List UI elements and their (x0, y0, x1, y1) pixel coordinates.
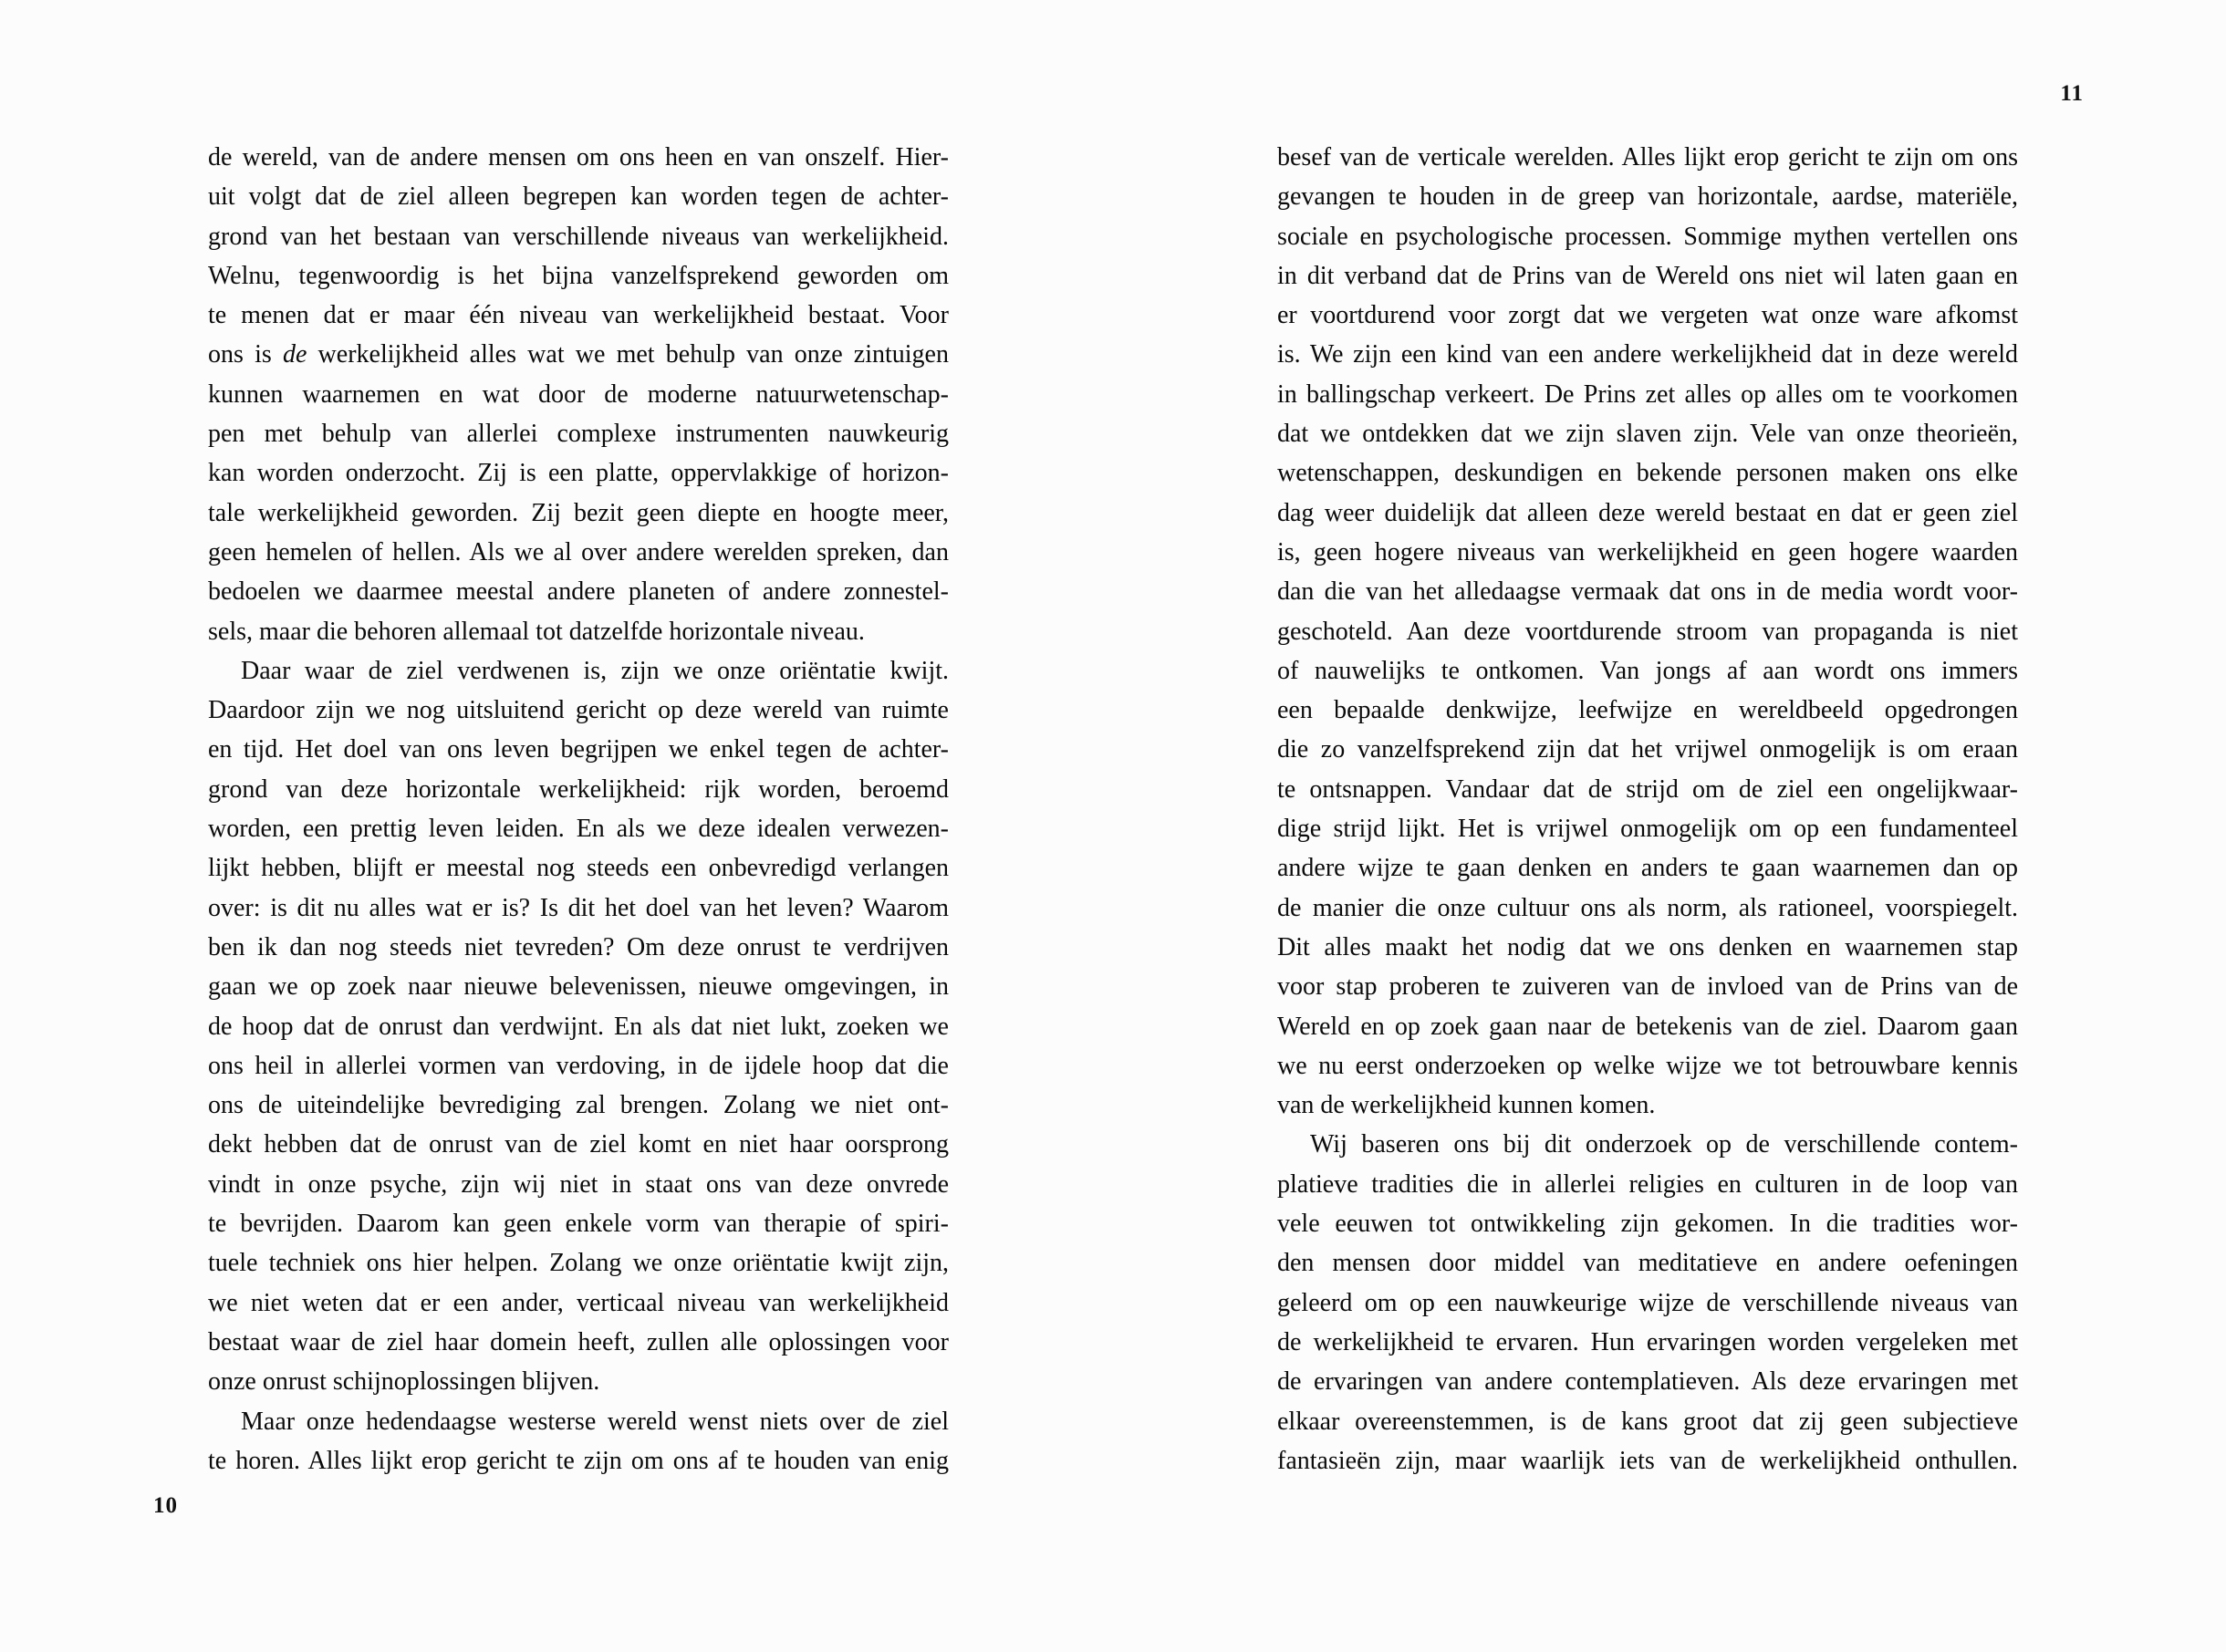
text-line: geen hemelen of hellen. Als we al over andere werelden spreken, dan (208, 537, 949, 566)
text-line: te bevrijden. Daarom kan geen enkele vorm van therapie of spiri- (208, 1210, 949, 1239)
text-line: is. We zijn een kind van een andere werkelijkheid dat in deze wereld (1277, 340, 2018, 369)
text-line: besef van de verticale werelden. Alles lijkt erop gericht te zijn om ons (1277, 143, 2018, 171)
text-line: ons is de werkelijkheid alles wat we met behulp van onze zintuigen (208, 340, 949, 369)
text-line: sels, maar die behoren allemaal tot datzelfde horizontale niveau. (208, 617, 865, 646)
text-line: Dit alles maakt het nodig dat we ons denken en waarnemen stap (1277, 932, 2018, 961)
page-number-left: 10 (153, 1493, 178, 1518)
text-line: over: is dit nu alles wat er is? Is dit het doel van het leven? Waarom (208, 893, 949, 922)
text-line: platieve tradities die in allerlei religies en culturen in de loop van (1277, 1169, 2018, 1199)
text-line: van de werkelijkheid kunnen komen. (1277, 1091, 1656, 1120)
text-line: Daardoor zijn we nog uitsluitend gericht op deze wereld van ruimte (208, 696, 949, 725)
right-page-text (1277, 138, 2018, 1481)
text-line: kunnen waarnemen en wat door de moderne natuurwetenschap- (208, 379, 949, 409)
page-number-right: 11 (2060, 81, 2084, 106)
text-line: dag weer duidelijk dat alleen deze wereld bestaat en dat er geen ziel (1277, 498, 2018, 527)
text-line: vele eeuwen tot ontwikkeling zijn gekomen. In die tradities wor- (1277, 1210, 2018, 1239)
text-line: we nu eerst onderzoeken op welke wijze we tot betrouwbare kennis (1277, 1051, 2018, 1080)
text-line: is, geen hogere niveaus van werkelijkheid en geen hogere waarden (1277, 537, 2018, 566)
text-line: de hoop dat de onrust dan verdwijnt. En als dat niet lukt, zoeken we (208, 1012, 949, 1041)
text-line: voor stap proberen te zuiveren van de invloed van de Prins van de (1277, 972, 2018, 1002)
text-line: uit volgt dat de ziel alleen begrepen kan worden tegen de achter- (208, 182, 949, 212)
text-line: Daar waar de ziel verdwenen is, zijn we onze oriëntatie kwijt. (241, 656, 949, 685)
text-line: bestaat waar de ziel haar domein heeft, zullen alle oplossingen voor (208, 1327, 949, 1356)
text-line: Maar onze hedendaagse westerse wereld wenst niets over de ziel (241, 1407, 949, 1436)
text-line: fantasieën zijn, maar waarlijk iets van de werkelijkheid onthullen. (1277, 1446, 2018, 1475)
text-line: kan worden onderzocht. Zij is een platte, oppervlakkige of horizon- (208, 459, 949, 488)
text-line: dan die van het alledaagse vermaak dat ons in de media wordt voor- (1277, 577, 2018, 607)
text-line: de werkelijkheid te ervaren. Hun ervaringen worden vergeleken met (1277, 1327, 2018, 1356)
text-line: wetenschappen, deskundigen en bekende personen maken ons elke (1277, 459, 2018, 488)
text-line: grond van deze horizontale werkelijkheid: rijk worden, beroemd (208, 774, 949, 804)
text-line: we niet weten dat er een ander, verticaal niveau van werkelijkheid (208, 1288, 949, 1317)
text-line: dat we ontdekken dat we zijn slaven zijn. Vele van onze theorieën, (1277, 420, 2018, 449)
text-line: dige strijd lijkt. Het is vrijwel onmogelijk om op een fundamenteel (1277, 815, 2018, 844)
text-line: de wereld, van de andere mensen om ons heen en van onszelf. Hier- (208, 143, 949, 171)
text-line: den mensen door middel van meditatieve en andere oefeningen (1277, 1249, 2018, 1278)
text-line: geschoteld. Aan deze voortdurende stroom van propaganda is niet (1277, 617, 2018, 646)
text-line: er voortdurend voor zorgt dat we vergeten wat onze ware afkomst (1277, 301, 2018, 330)
text-line: in ballingschap verkeert. De Prins zet alles op alles om te voorkomen (1277, 379, 2018, 409)
text-line: Wij baseren ons bij dit onderzoek op de verschillende contem- (1310, 1130, 2018, 1159)
text-line: Welnu, tegenwoordig is het bijna vanzelfsprekend geworden om (208, 261, 949, 290)
text-line: worden, een prettig leven leiden. En als we deze idealen verwezen- (208, 815, 949, 844)
text-line: de ervaringen van andere contemplatieven. Als deze ervaringen met (1277, 1367, 2018, 1397)
text-line: vindt in onze psyche, zijn wij niet in staat ons van deze onvrede (208, 1169, 949, 1199)
text-line: lijkt hebben, blijft er meestal nog steeds een onbevredigd verlangen (208, 854, 949, 883)
text-line: sociale en psychologische processen. Sommige mythen vertellen ons (1277, 222, 2018, 251)
text-line: tuele techniek ons hier helpen. Zolang we onze oriëntatie kwijt zijn, (208, 1249, 949, 1278)
text-line: de manier die onze cultuur ons als norm, als rationeel, voorspiegelt. (1277, 893, 2018, 922)
text-line: geleerd om op een nauwkeurige wijze de verschillende niveaus van (1277, 1288, 2018, 1317)
text-line: ons de uiteindelijke bevrediging zal brengen. Zolang we niet ont- (208, 1091, 949, 1120)
text-line: of nauwelijks te ontkomen. Van jongs af aan wordt ons immers (1277, 656, 2018, 685)
text-line: ons heil in allerlei vormen van verdoving, in de ijdele hoop dat die (208, 1051, 949, 1080)
text-line: pen met behulp van allerlei complexe instrumenten nauwkeurig (208, 420, 949, 449)
text-line: grond van het bestaan van verschillende niveaus van werkelijkheid. (208, 222, 949, 251)
text-line: te horen. Alles lijkt erop gericht te zijn om ons af te houden van enig (208, 1446, 949, 1475)
text-line: tale werkelijkheid geworden. Zij bezit geen diepte en hoogte meer, (208, 498, 949, 527)
text-line: een bepaalde denkwijze, leefwijze en wereldbeeld opgedrongen (1277, 696, 2018, 725)
text-line: te menen dat er maar één niveau van werkelijkheid bestaat. Voor (208, 301, 949, 330)
text-line: gevangen te houden in de greep van horizontale, aardse, materiële, (1277, 182, 2018, 212)
text-line: onze onrust schijnoplossingen blijven. (208, 1367, 600, 1397)
text-line: ben ik dan nog steeds niet tevreden? Om deze onrust te verdrijven (208, 932, 949, 961)
text-line: andere wijze te gaan denken en anders te gaan waarnemen dan op (1277, 854, 2018, 883)
text-line: gaan we op zoek naar nieuwe belevenissen, nieuwe omgevingen, in (208, 972, 949, 1002)
text-line: bedoelen we daarmee meestal andere planeten of andere zonnestel- (208, 577, 949, 607)
text-line: elkaar overeenstemmen, is de kans groot dat zij geen subjectieve (1277, 1407, 2018, 1436)
left-page-text (208, 138, 949, 1481)
text-line: dekt hebben dat de onrust van de ziel komt en niet haar oorsprong (208, 1130, 949, 1159)
text-line: Wereld en op zoek gaan naar de betekenis van de ziel. Daarom gaan (1277, 1012, 2018, 1041)
text-line: in dit verband dat de Prins van de Wereld ons niet wil laten gaan en (1277, 261, 2018, 290)
text-line: en tijd. Het doel van ons leven begrijpen we enkel tegen de achter- (208, 735, 949, 764)
text-line: te ontsnappen. Vandaar dat de strijd om de ziel een ongelijkwaar- (1277, 774, 2018, 804)
text-line: die zo vanzelfsprekend zijn dat het vrijwel onmogelijk is om eraan (1277, 735, 2018, 764)
